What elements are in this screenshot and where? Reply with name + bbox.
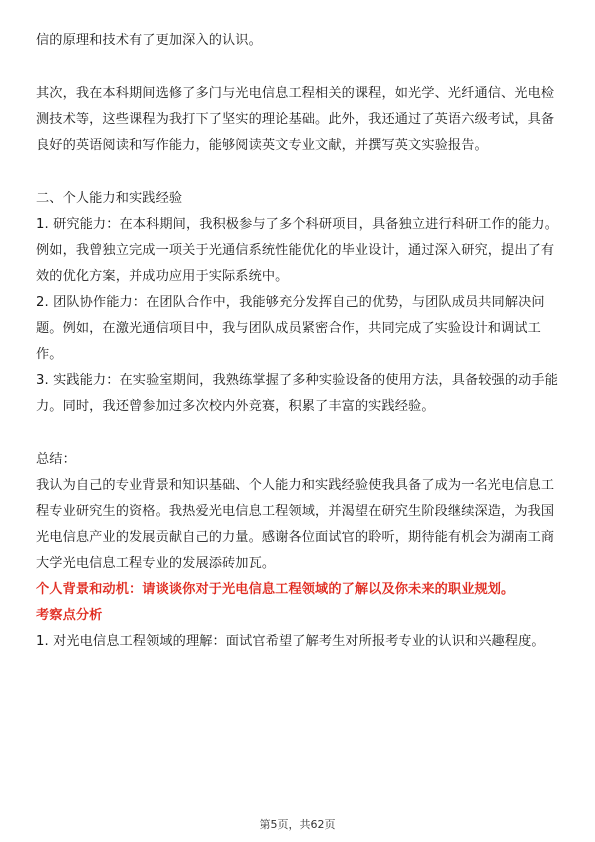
list-item-practice: 3. 实践能力：在实验室期间，我熟练掌握了多种实验设备的使用方法，具备较强的动手能力。同时，我还曾参加过多次校内外竞赛，积累了丰富的实践经验。 bbox=[36, 373, 558, 414]
question-heading: 个人背景和动机：请谈谈你对于光电信息工程领域的了解以及你未来的职业规划。 bbox=[36, 582, 515, 597]
page-footer: 第5页，共62页 bbox=[259, 818, 336, 831]
section-title-abilities: 二、个人能力和实践经验 bbox=[36, 191, 183, 206]
paragraph-gap bbox=[36, 420, 561, 447]
list-item-research: 1. 研究能力：在本科期间，我积极参与了多个科研项目，具备独立进行科研工作的能力。例如，我曾独立完成一项关于光通信系统性能优化的毕业设计，通过深入研究，提出了有效的优化方案，并成功应用于实际系统中。 bbox=[36, 217, 558, 284]
paragraph-continuation: 信的原理和技术有了更加深入的认识。 bbox=[36, 33, 262, 48]
analysis-title: 考察点分析 bbox=[36, 608, 103, 623]
analysis-item-1: 1. 对光电信息工程领域的理解：面试官希望了解考生对所报考专业的认识和兴趣程度。 bbox=[36, 634, 545, 649]
paragraph-gap bbox=[36, 159, 561, 186]
paragraph-courses: 其次，我在本科期间选修了多门与光电信息工程相关的课程，如光学、光纤通信、光电检测技术等，这些课程为我打下了坚实的理论基础。此外，我还通过了英语六级考试，具备良好的英语阅读和写作能力，能够阅读英文专业文献，并撰写英文实验报告。 bbox=[36, 86, 555, 153]
paragraph-gap bbox=[36, 54, 561, 81]
page-content bbox=[36, 28, 561, 655]
summary-title: 总结： bbox=[36, 452, 76, 467]
summary-paragraph: 我认为自己的专业背景和知识基础、个人能力和实践经验使我具备了成为一名光电信息工程专业研究生的资格。我热爱光电信息工程领域，并渴望在研究生阶段继续深造，为我国光电信息产业的发展贡献自己的力量。感谢各位面试官的聆听，期待能有机会为湖南工商大学光电信息工程专业的发展添砖加瓦。 bbox=[36, 478, 555, 571]
list-item-teamwork: 2. 团队协作能力：在团队合作中，我能够充分发挥自己的优势，与团队成员共同解决问题。例如，在激光通信项目中，我与团队成员紧密合作，共同完成了实验设计和调试工作。 bbox=[36, 295, 545, 362]
